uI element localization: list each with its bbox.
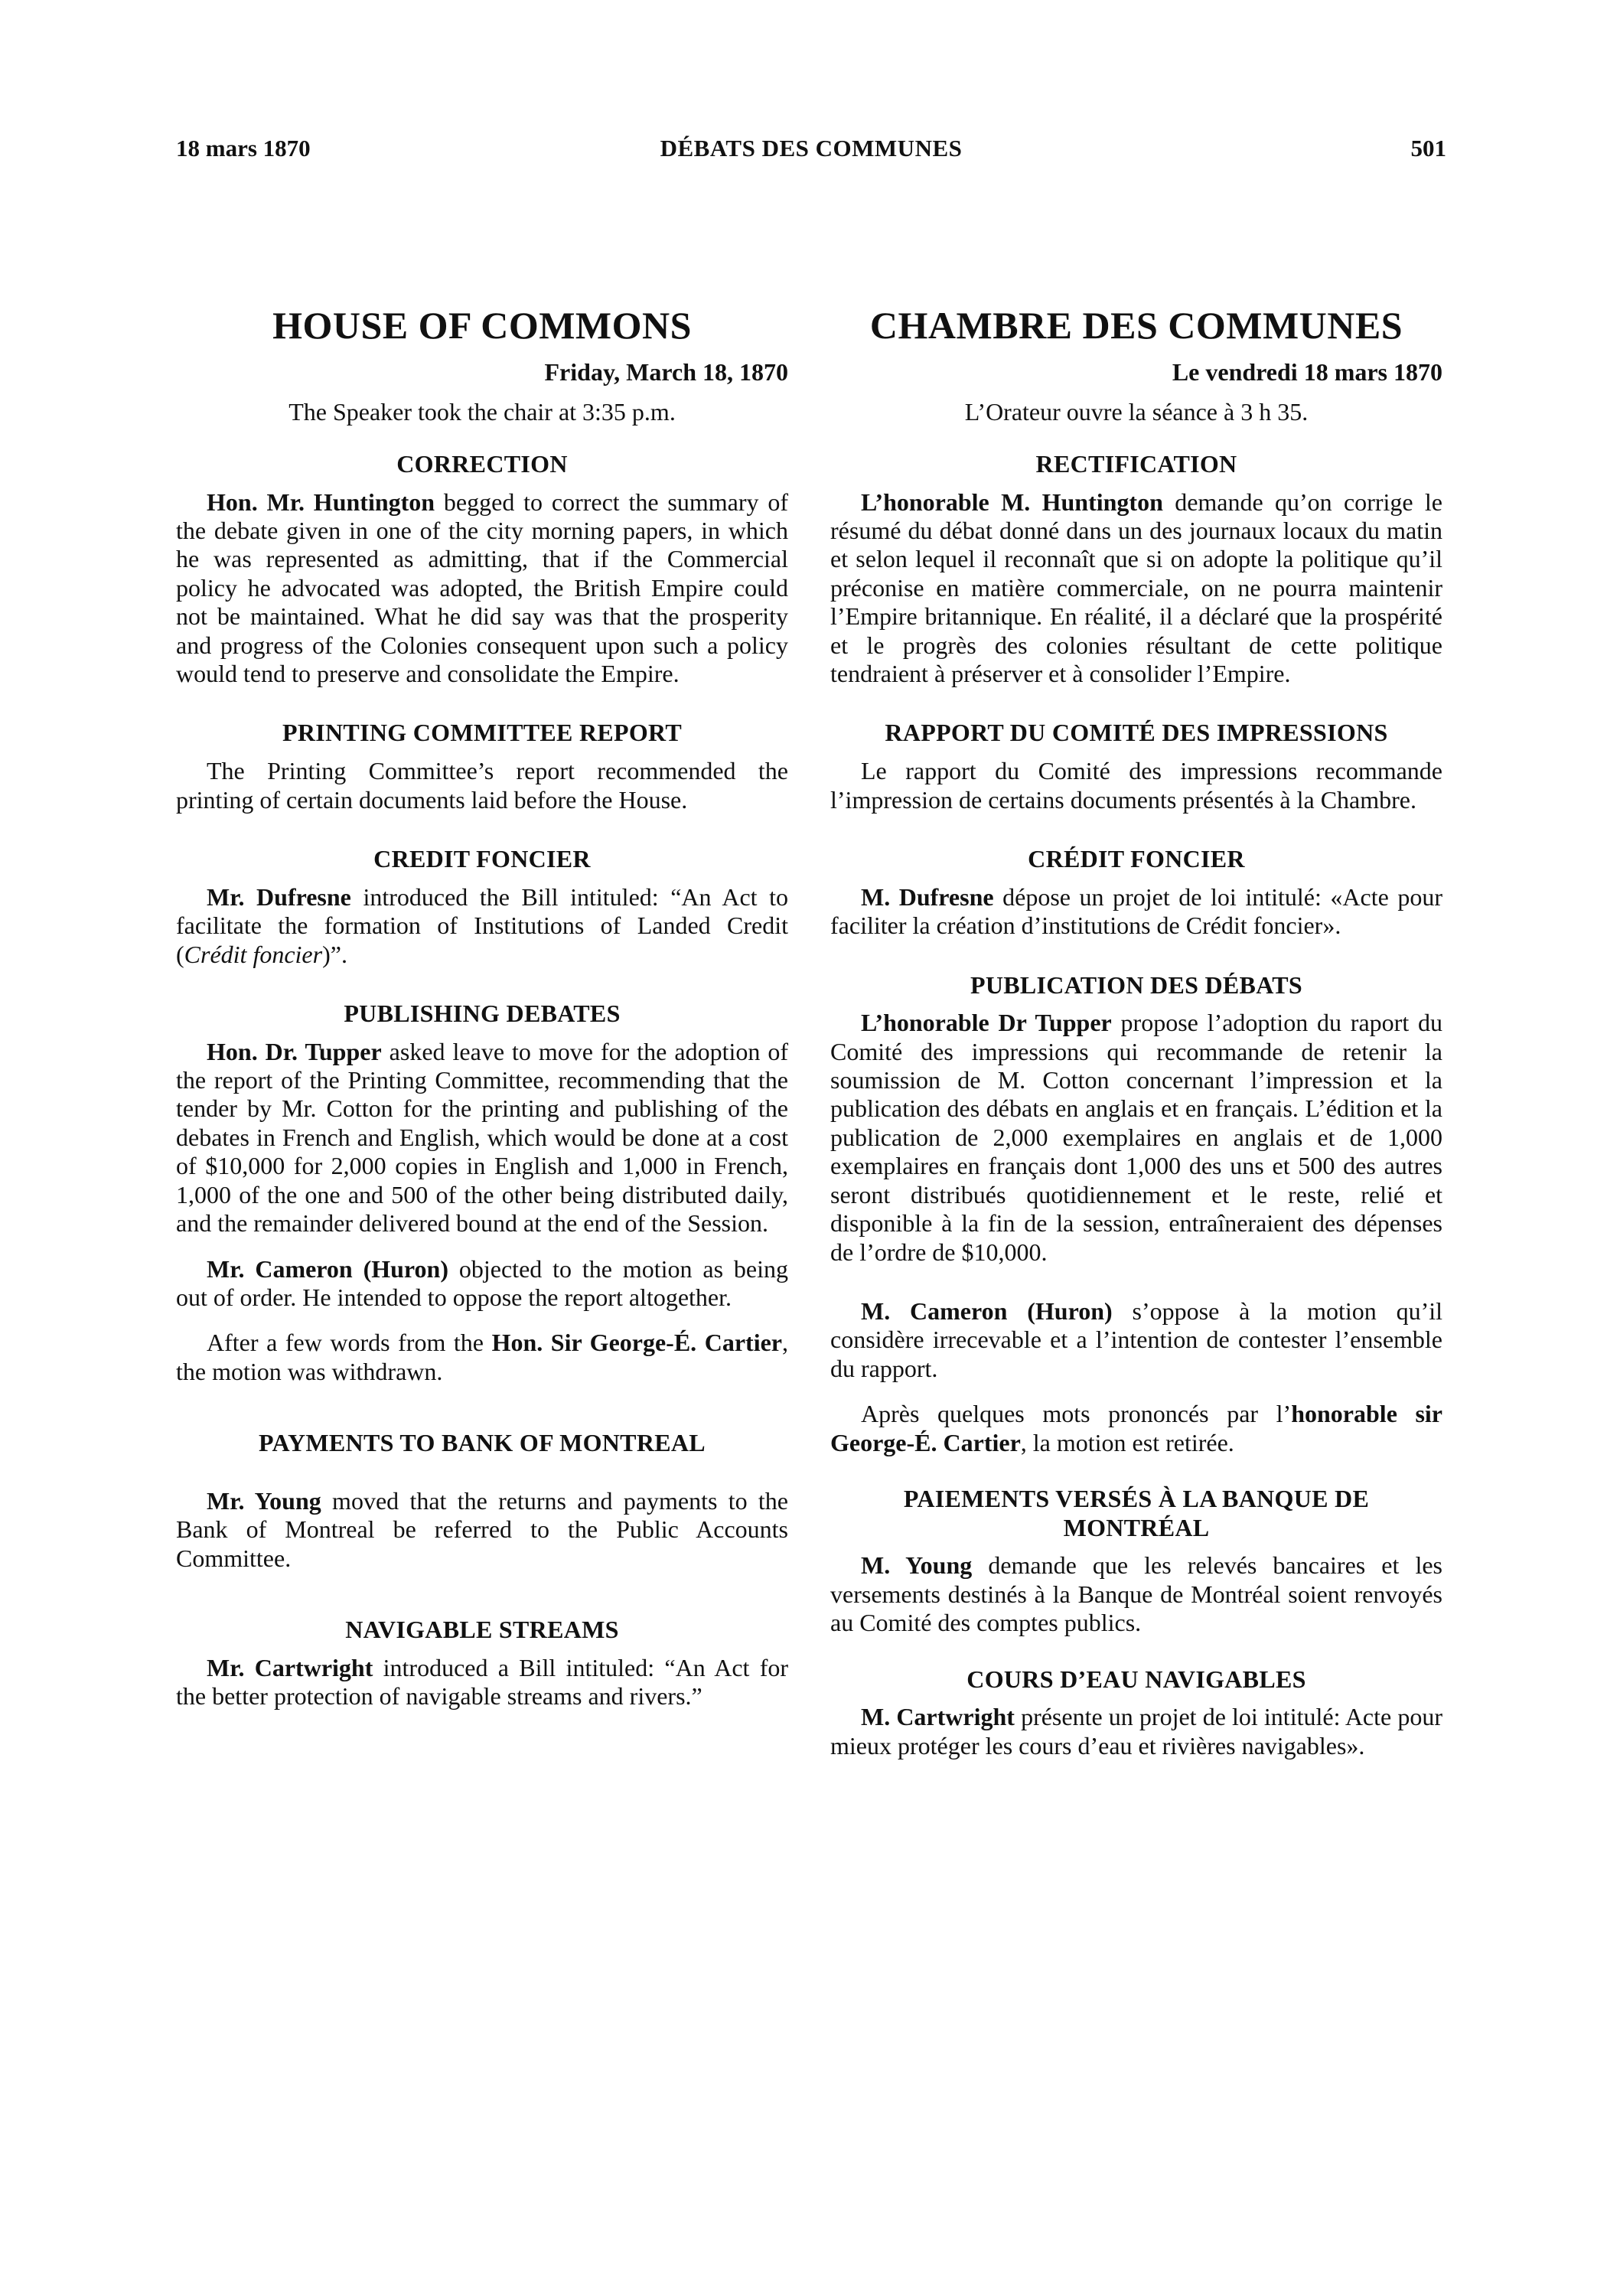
speaker-name: honorable sir George-É. Cartier: [830, 1400, 1443, 1456]
speaker-name: Mr. Cartwright: [207, 1653, 373, 1681]
section-heading-rapport: RAPPORT DU COMITÉ DES IMPRESSIONS: [885, 719, 1388, 747]
section-heading-streams: NAVIGABLE STREAMS: [345, 1616, 619, 1644]
speaker-name: M. Cameron (Huron): [861, 1296, 1113, 1325]
paragraph-publishing: Hon. Dr. Tupper asked leave to move for the adoption of the report of the Printing Committee, recommending that the tender by Mr. Cotton for the printing and publishing of the debates in French and English, which would be done at a cost of $10,000 for 2,000 copies in English and 1,000 in French, 1,000 of the one and 500 of the other being distributed daily, and the remainder delivered bound at the end of the Session.: [176, 1037, 788, 1238]
english-dateline: Friday, March 18, 1870: [544, 358, 788, 386]
section-heading-correction: CORRECTION: [396, 449, 568, 478]
page-number: 501: [1410, 135, 1446, 161]
running-head: [176, 135, 1446, 173]
section-heading-printing: PRINTING COMMITTEE REPORT: [282, 719, 682, 747]
paragraph-cartier: After a few words from the Hon. Sir George-É. Cartier, the motion was withdrawn.: [176, 1329, 789, 1385]
section-heading-credit-foncier: CREDIT FONCIER: [373, 844, 591, 872]
section-heading-cours: COURS D’EAU NAVIGABLES: [966, 1665, 1306, 1693]
publication-title: DÉBATS DES COMMUNES: [660, 135, 963, 161]
paragraph-streams: Mr. Cartwright introduced a Bill intituled: “An Act for the better protection of navigable streams and rivers.”: [176, 1653, 789, 1711]
paragraph-credit-foncier-fr: M. Dufresne dépose un projet de loi intitulé: «Acte pour faciliter la création d’institutions de Crédit foncier».: [830, 882, 1443, 940]
speaker-name: M. Cartwright: [861, 1703, 1015, 1731]
page-date: 18 mars 1870: [176, 135, 311, 161]
section-heading-paiements: PAIEMENTS VERSÉS À LA BANQUE DE MONTRÉAL: [903, 1484, 1370, 1541]
paragraph-rapport: Le rapport du Comité des impressions recommande l’impression de certains documents présentés à la Chambre.: [830, 757, 1442, 814]
speaker-name: Mr. Cameron (Huron): [207, 1254, 449, 1283]
speaker-name: Hon. Sir George-É. Cartier: [491, 1329, 783, 1357]
english-column: [176, 302, 788, 1728]
paragraph-cameron-fr: M. Cameron (Huron) s’oppose à la motion qu’il considère irrecevable et a l’intention de contester l’ensemble du rapport.: [830, 1296, 1443, 1382]
speaker-name: M. Dufresne: [861, 882, 994, 911]
speaker-name: L’honorable M. Huntington: [861, 488, 1163, 516]
speaker-name: M. Young: [861, 1551, 973, 1580]
french-column: [830, 302, 1442, 1777]
paragraph-printing: The Printing Committee’s report recommended the printing of certain documents laid before the House.: [176, 757, 788, 814]
paragraph-credit-foncier: Mr. Dufresne introduced the Bill intituled: “An Act to facilitate the formation of Institutions of Landed Credit (Crédit foncier)”.: [176, 882, 789, 968]
speaker-name: Mr. Dufresne: [207, 882, 351, 911]
paragraph-rectification: L’honorable M. Huntington demande qu’on corrige le résumé du débat donné dans un des journaux locaux du matin et selon lequel il reconnaît que si on adopte la politique qu’il préconise en matière commerciale, on ne pourra maintenir l’Empire britannique. En réalité, il a déclaré que la prospérité et le progrès des colonies résultant de cette politique tendraient à préserver et à consolider l’Empire.: [830, 488, 1443, 687]
section-heading-publication: PUBLICATION DES DÉBATS: [970, 970, 1302, 999]
french-opening: L’Orateur ouvre la séance à 3 h 35.: [964, 398, 1309, 426]
speaker-name: Hon. Mr. Huntington: [207, 488, 435, 516]
paragraph-cameron: Mr. Cameron (Huron) objected to the motion as being out of order. He intended to oppose the report altogether.: [176, 1254, 789, 1311]
paragraph-paiements: M. Young demande que les relevés bancaires et les versements destinés à la Banque de Montréal soient renvoyés au Comité des comptes publics.: [830, 1551, 1443, 1637]
french-house-title: CHAMBRE DES COMMUNES: [869, 304, 1403, 347]
section-heading-rectification: RECTIFICATION: [1035, 449, 1237, 478]
paragraph-publication: L’honorable Dr Tupper propose l’adoption du raport du Comité des impressions qui recommande de retenir la soumission de M. Cotton concernant l’impression et la publication des débats en anglais et en français. L’édition et la publication de 2,000 exemplaires en anglais et de 1,000 exemplaires en français dont 1,000 des uns et 500 des autres seront distribués quotidiennement et le reste, relié et disponible à la fin de la session, entraîneraient des dépenses de l’ordre de $10,000.: [830, 1009, 1443, 1266]
section-heading-publishing: PUBLISHING DEBATES: [344, 999, 621, 1027]
paragraph-cours: M. Cartwright présente un projet de loi intitulé: Acte pour mieux protéger les cours d’eau et rivières navigables».: [830, 1703, 1443, 1760]
speaker-name: Mr. Young: [207, 1486, 321, 1515]
paragraph-cartier-fr: Après quelques mots prononcés par l’honorable sir George-É. Cartier, la motion est retirée.: [830, 1400, 1443, 1456]
speaker-name: L’honorable Dr Tupper: [861, 1009, 1112, 1037]
paragraph-correction: Hon. Mr. Huntington begged to correct the summary of the debate given in one of the city morning papers, in which he was represented as admitting, that if the Commercial policy he advocated was adopted, the British Empire could not be maintained. What he did say was that the prosperity and progress of the Colonies consequent upon such a policy would tend to preserve and consolidate the Empire.: [176, 488, 789, 687]
french-dateline: Le vendredi 18 mars 1870: [1172, 358, 1442, 386]
english-opening: The Speaker took the chair at 3:35 p.m.: [288, 398, 676, 426]
section-heading-credit-foncier-fr: CRÉDIT FONCIER: [1028, 844, 1245, 872]
paragraph-payments: Mr. Young moved that the returns and payments to the Bank of Montreal be referred to the Public Accounts Committee.: [176, 1486, 789, 1572]
section-heading-payments: PAYMENTS TO BANK OF MONTREAL: [259, 1429, 706, 1457]
speaker-name: Hon. Dr. Tupper: [207, 1037, 382, 1065]
english-house-title: HOUSE OF COMMONS: [272, 304, 692, 347]
